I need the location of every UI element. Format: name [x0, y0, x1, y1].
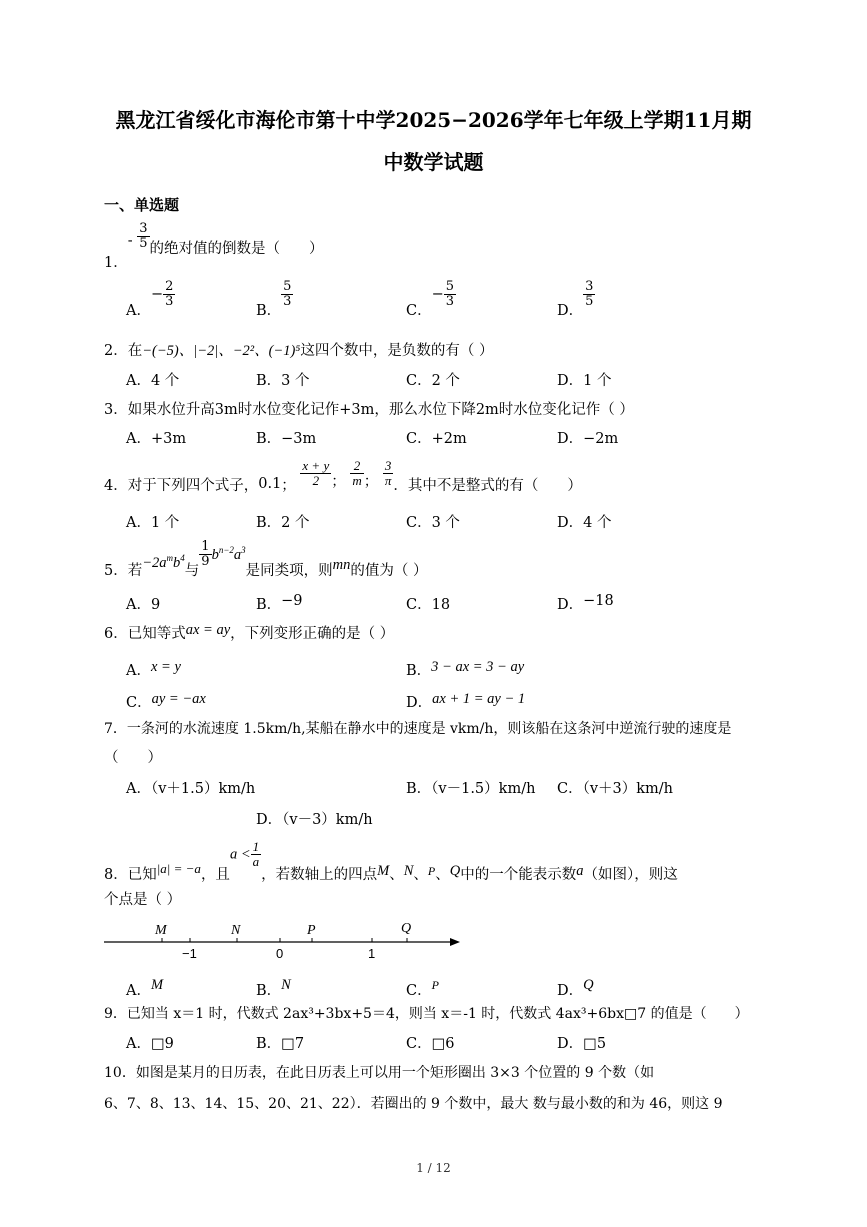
q9-option-c[interactable]: C．□6	[406, 1036, 455, 1052]
minus-sign: -	[127, 232, 133, 249]
page-number: 1 / 12	[416, 1161, 451, 1175]
question-7-paren: （ ）	[104, 750, 162, 766]
q7-option-b[interactable]: B．（v－1.5）km/h	[406, 781, 536, 797]
math-expression: −(−5)、|−2|、−2²、(−1)⁵	[142, 343, 301, 359]
question-2: 2．在−(−5)、|−2|、−2²、(−1)⁵这四个数中，是负数的有（ ）	[104, 343, 494, 359]
q8-option-b[interactable]: B．N	[256, 977, 291, 999]
arrow-head-icon	[450, 938, 460, 946]
q1-option-c[interactable]: C．− $\frac{5}{3}$	[406, 279, 455, 319]
question-6: 6．已知等式ax = ay，下列变形正确的是（ ）	[104, 622, 395, 642]
q2-option-c[interactable]: C．2 个	[406, 373, 460, 389]
q9-option-d[interactable]: D．□5	[557, 1036, 607, 1052]
q5-option-d[interactable]: D．−18	[557, 593, 614, 613]
question-text: 的绝对值的倒数是（ ）	[149, 240, 324, 257]
q8-option-c[interactable]: C．P	[406, 978, 439, 999]
point-label-n: N	[231, 923, 241, 938]
question-1	[104, 221, 324, 271]
number-line-figure	[100, 912, 470, 964]
q2-option-d[interactable]: D．1 个	[557, 373, 612, 389]
q7-option-d[interactable]: D．（v－3）km/h	[256, 812, 373, 828]
section-heading: 一、单选题	[104, 196, 180, 214]
q2-option-a[interactable]: A．4 个	[126, 373, 180, 389]
question-10-line-2: 6、7、8、13、14、15、20、21、22）．若圈出的 9 个数中，最大 数与最小数的和为 46，则这 9	[104, 1096, 723, 1112]
q1-option-a[interactable]: A．− $\frac{2}{3}$	[126, 279, 174, 319]
q3-option-a[interactable]: A．+3m	[126, 431, 187, 447]
axis-label-one: 1	[368, 946, 376, 961]
q1-option-b[interactable]: B． $\frac{5}{3}$	[256, 279, 292, 319]
q4-option-d[interactable]: D．4 个	[557, 515, 612, 531]
point-label-p: P	[307, 923, 316, 938]
q4-option-c[interactable]: C．3 个	[406, 515, 460, 531]
q9-option-b[interactable]: B．□7	[256, 1036, 305, 1052]
question-10-line-1: 10．如图是某月的日历表，在此日历表上可以用一个矩形圈出 3×3 个位置的 9 个数（如	[104, 1065, 655, 1081]
fraction: $\frac{3}{5}$	[139, 221, 148, 251]
q6-option-d[interactable]: D．ax + 1 = ay − 1	[406, 691, 526, 711]
q5-option-c[interactable]: C．18	[406, 597, 451, 613]
axis-label-minus-one: −1	[182, 946, 197, 961]
q9-option-a[interactable]: A．□9	[126, 1036, 174, 1052]
question-4: 4．对于下列四个式子，0.1； $\frac{x + y}{2}$ ； $\frac{2}{m}$ ； $\frac{3}{\pi}$ ．其中不是整式的有（ ）	[104, 458, 582, 494]
q1-option-d[interactable]: D． $\frac{3}{5}$	[557, 279, 594, 319]
question-8-line-2: 个点是（ ）	[104, 892, 182, 908]
q3-option-b[interactable]: B．−3m	[256, 431, 317, 447]
question-5: 5．若$-2a^mb^4$与 $\frac{1}{9}$ $b^{n-2}a^3$是同类项，则mn的值为（ ）	[104, 539, 428, 579]
q3-option-c[interactable]: C．+2m	[406, 431, 467, 447]
q7-option-a[interactable]: A．（v＋1.5）km/h	[126, 781, 256, 797]
q8-option-d[interactable]: D．Q	[557, 977, 594, 999]
question-9: 9．已知当 x＝1 时，代数式 2ax³+3bx+5＝4，则当 x＝-1 时，代数式 4ax³+6bx□7 的值是（ ）	[104, 1006, 749, 1022]
question-7: 7．一条河的水流速度 1.5km/h,某船在静水中的速度是 vkm/h，则该船在这条河中逆流行驶的速度是	[104, 721, 732, 737]
point-label-m: M	[155, 923, 167, 938]
point-label-q: Q	[401, 921, 412, 936]
q3-option-d[interactable]: D．−2m	[557, 431, 619, 447]
q6-option-b[interactable]: B．3 − ax = 3 − ay	[406, 659, 525, 679]
q4-option-a[interactable]: A．1 个	[126, 515, 180, 531]
q2-option-b[interactable]: B．3 个	[256, 373, 310, 389]
q8-option-a[interactable]: A．M	[126, 977, 164, 999]
document-title-line-2: 中数学试题	[383, 150, 484, 174]
q4-option-b[interactable]: B．2 个	[256, 515, 310, 531]
question-8: 8．已知|a| = −a，且a < $\frac{1}{a}$ ，若数轴上的四点M、N、$_P$、Q中的一个能表示数a（如图），则这	[104, 839, 678, 883]
document-title-line-1: 黑龙江省绥化市海伦市第十中学2025−2026学年七年级上学期11月期	[115, 108, 752, 132]
question-number: 1．	[104, 254, 128, 271]
q5-option-a[interactable]: A．9	[126, 597, 161, 613]
q5-option-b[interactable]: B．−9	[256, 593, 303, 613]
question-3: 3．如果水位升高3m时水位变化记作+3m，那么水位下降2m时水位变化记作（ ）	[104, 402, 634, 418]
q7-option-c[interactable]: C．（v＋3）km/h	[557, 781, 674, 797]
axis-label-zero: 0	[276, 946, 284, 961]
q6-option-a[interactable]: A．x = y	[126, 659, 181, 679]
q6-option-c[interactable]: C．ay = −ax	[126, 691, 206, 711]
